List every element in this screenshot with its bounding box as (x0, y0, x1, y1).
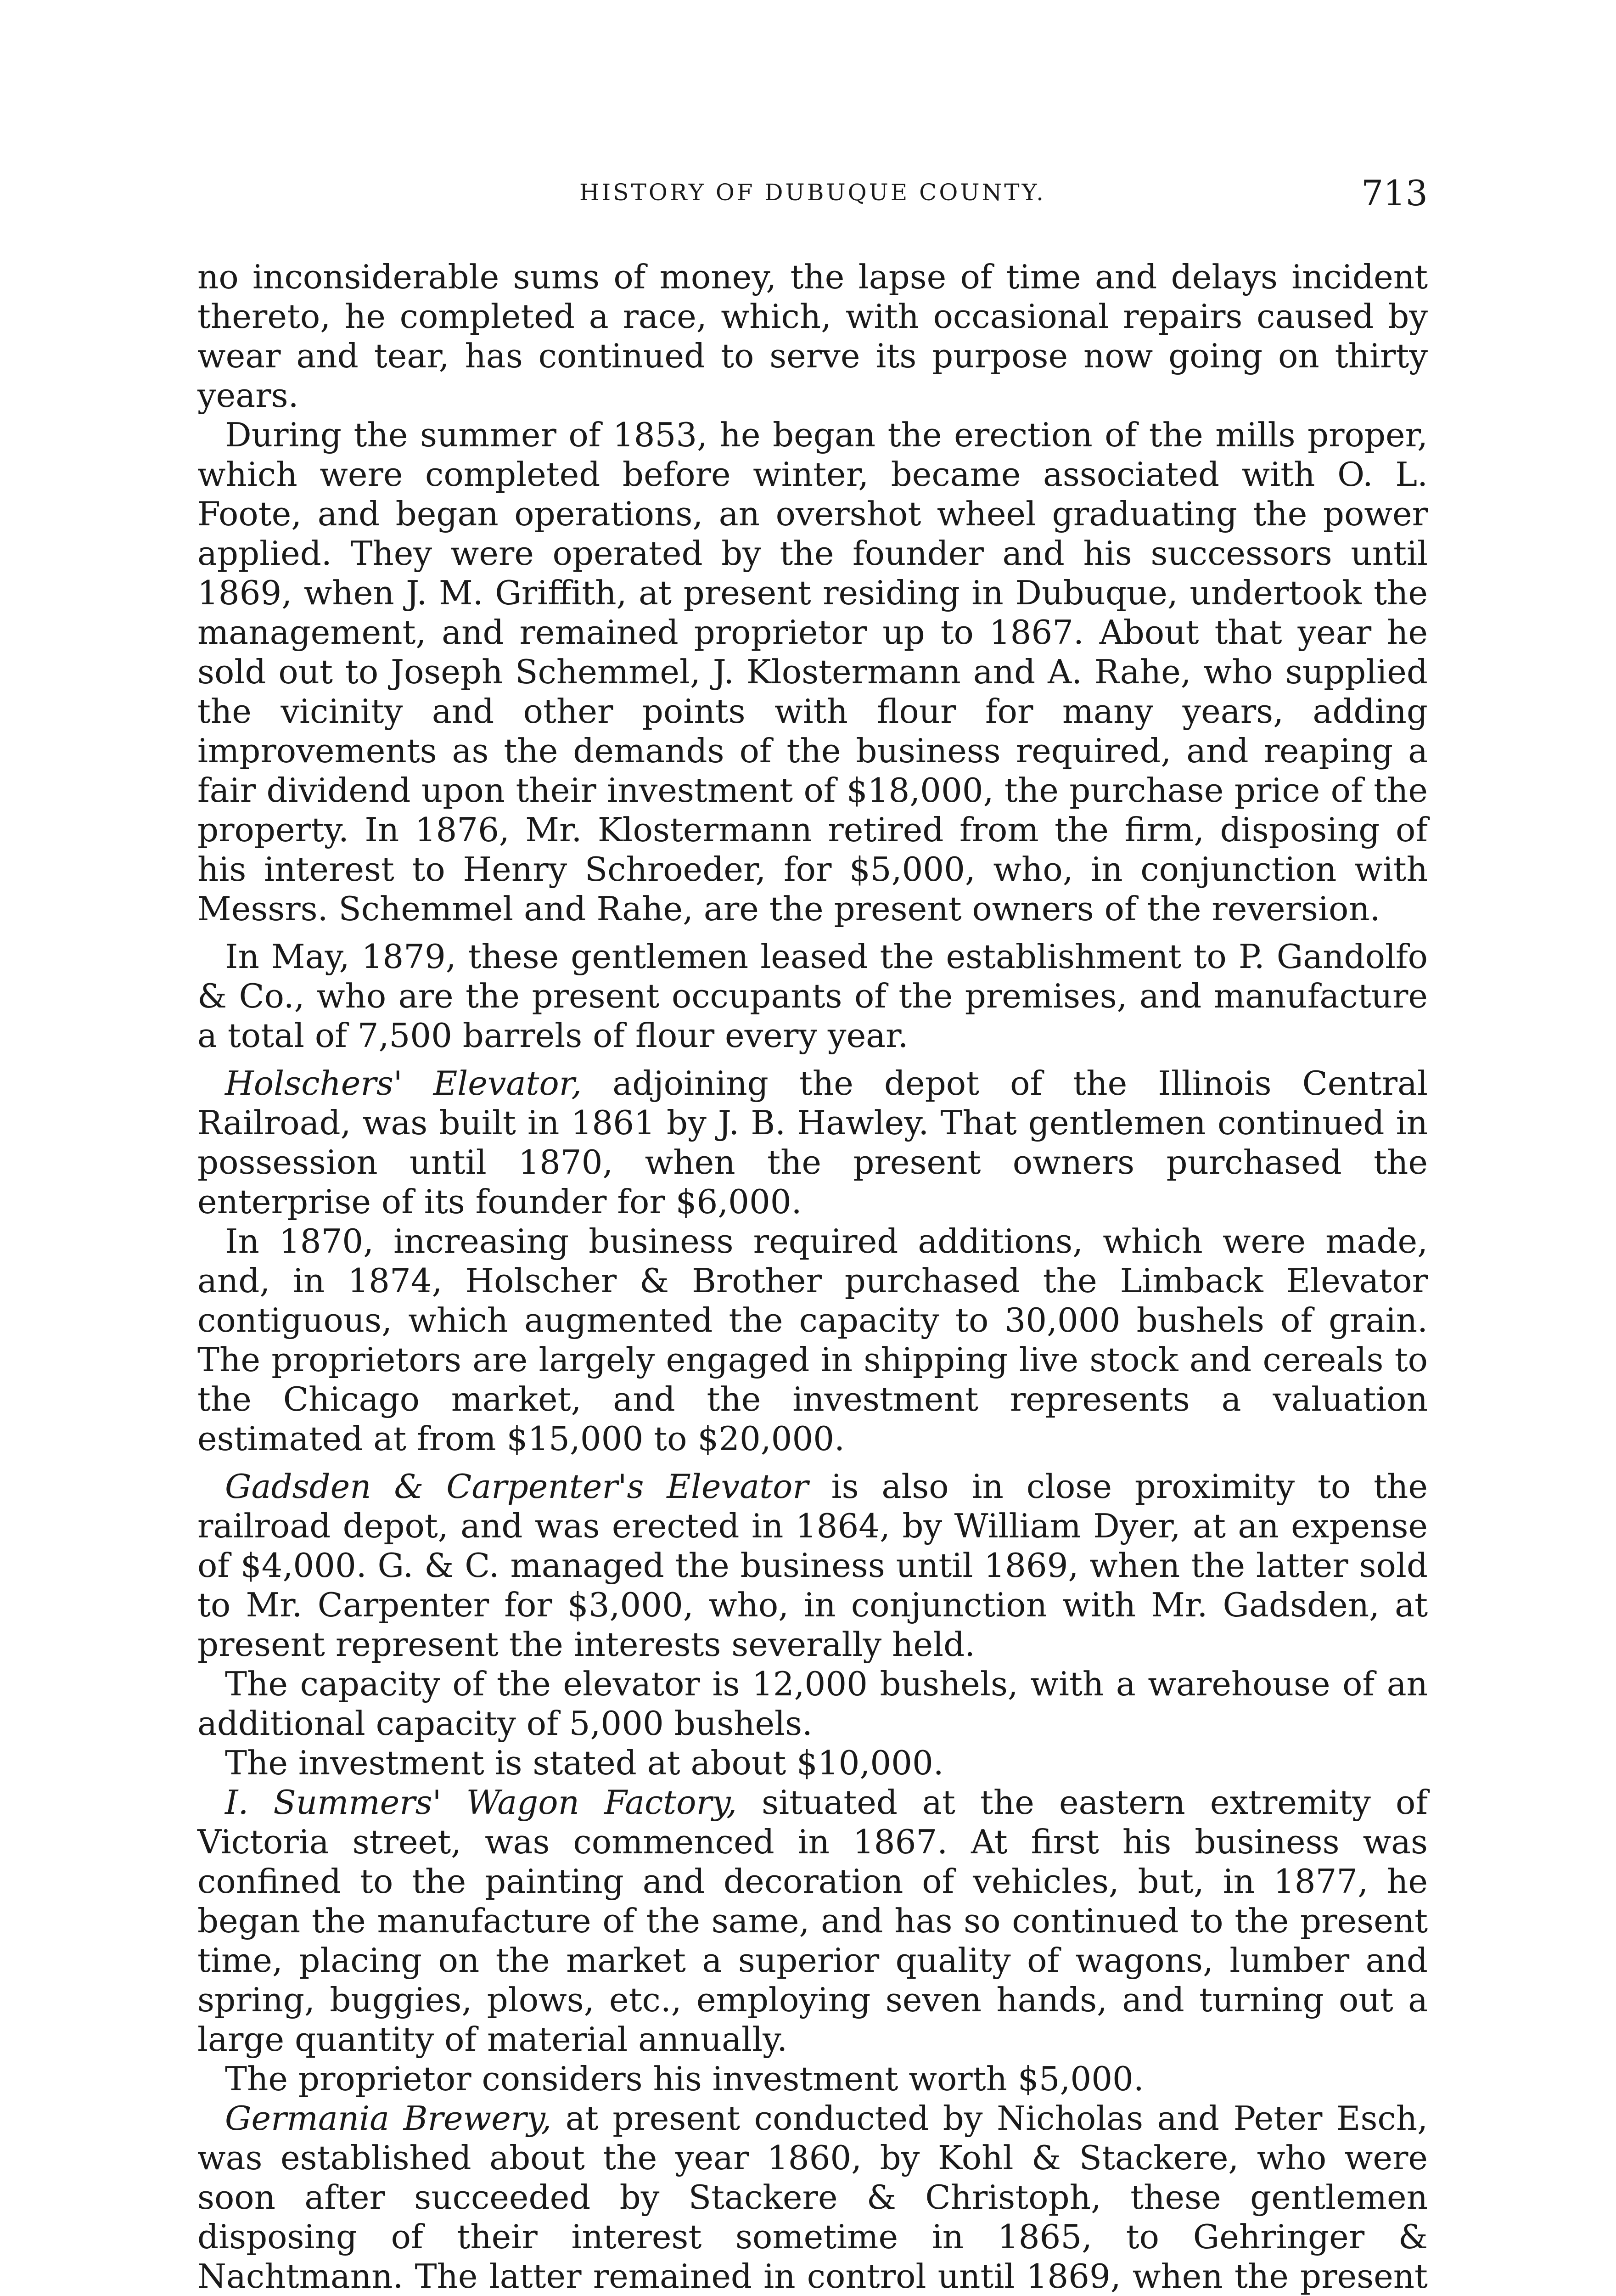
paragraph-text: In 1870, increasing business required additions, which were made, and, in 1874, Holscher & Brother purchased the Limback Elevator contiguous, which augmented the capacity to 30,000 bushels of grain. The proprietors are largely engaged in shipping live stock and cereals to the Chicago market, and the investment represents a valuation estimated at from $15,000 to $20,000. (197, 1222, 1428, 1458)
paragraph-heading: Germania Brewery, (225, 2099, 552, 2138)
paragraph-elevator-investment (197, 1743, 1428, 1783)
page-header (197, 173, 1428, 220)
paragraph-text: no inconsiderable sums of money, the lapse of time and delays incident thereto, he completed a race, which, with occasional repairs caused by wear and tear, has continued to serve its purpose now going on thirty years. (197, 258, 1428, 415)
paragraph-holscher-expansion (197, 1221, 1428, 1458)
paragraph-elevator-capacity (197, 1664, 1428, 1743)
paragraph-text: is also in close proximity to the railroad depot, and was erected in 1864, by William Dyer, at an expense of $4,000. G. & C. managed the business until 1869, when the latter sold to Mr. Carpenter for $3,000, who, in conjunction with Mr. Gadsden, at present represent the interests severally held. (197, 1467, 1428, 1664)
paragraph-heading: Gadsden & Carpenter's Elevator (225, 1467, 808, 1506)
paragraph-summers-wagon-factory (197, 1783, 1428, 2059)
paragraph-text: In May, 1879, these gentlemen leased the establishment to P. Gandolfo & Co., who are the present occupants of the premises, and manufacture a total of 7,500 barrels of flour every year. (197, 937, 1428, 1055)
paragraph-text: The investment is stated at about $10,000. (225, 1744, 944, 1782)
paragraph-germania-brewery (197, 2099, 1428, 2296)
paragraph-heading: I. Summers' Wagon Factory, (225, 1783, 737, 1822)
paragraph-holschers-elevator (197, 1064, 1428, 1221)
paragraph-text: The capacity of the elevator is 12,000 bushels, with a warehouse of an additional capacity of 5,000 bushels. (197, 1665, 1428, 1743)
page-number: 713 (1361, 173, 1428, 214)
paragraph-text: at present conducted by Nicholas and Peter Esch, was established about the year 1860, by Kohl & Stackere, who were soon after succeeded by Stackere & Christoph, these gentlemen disposing of their interest sometime in 1865, to Gehringer & Nachtmann. The latter remained in control until 1869, when the present (197, 2099, 1428, 2296)
paragraph-text: situated at the eastern extremity of Victoria street, was commenced in 1867. At first his business was confined to the painting and decoration of vehicles, but, in 1877, he began the manufacture of the same, and has so continued to the present time, placing on the market a superior quality of wagons, lumber and spring, buggies, plows, etc., employing seven hands, and turning out a large quantity of material annually. (197, 1783, 1428, 2059)
paragraph-text: adjoining the depot of the Illinois Central Railroad, was built in 1861 by J. B. Hawley. That gentlemen continued in possession until 1870, when the present owners purchased the enterprise of its founder for $6,000. (197, 1064, 1428, 1221)
paragraph-text: During the summer of 1853, he began the erection of the mills proper, which were completed before winter, became associated with O. L. Foote, and began operations, an overshot wheel graduating the power applied. They were operated by the founder and his successors until 1869, when J. M. Griffith, at present residing in Dubuque, undertook the management, and remained proprietor up to 1867. About that year he sold out to Joseph Schemmel, J. Klostermann and A. Rahe, who supplied the vicinity and other points with flour for many years, adding improvements as the demands of the business required, and reaping a fair dividend upon their investment of $18,000, the purchase price of the property. In 1876, Mr. Klostermann retired from the firm, disposing of his interest to Henry Schroeder, for $5,000, who, in conjunction with Messrs. Schemmel and Rahe, are the present owners of the reversion. (197, 416, 1428, 928)
paragraph-gandolfo-lease (197, 937, 1428, 1055)
body-text (197, 257, 1428, 2296)
running-title: HISTORY OF DUBUQUE COUNTY. (579, 179, 1046, 206)
paragraph-gadsden-carpenter-elevator (197, 1467, 1428, 1664)
paragraph-race-continuation (197, 257, 1428, 415)
paragraph-mills-history (197, 415, 1428, 929)
paragraph-text: The proprietor considers his investment worth $5,000. (225, 2060, 1144, 2098)
paragraph-heading: Holschers' Elevator, (225, 1064, 582, 1103)
paragraph-wagon-investment (197, 2059, 1428, 2099)
